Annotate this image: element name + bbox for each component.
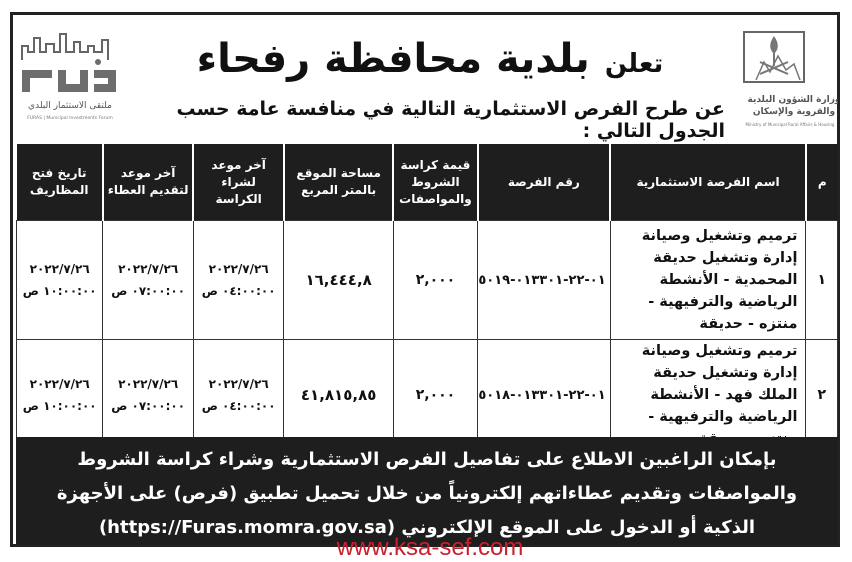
ministry-logo-line2: والقروية والإسكان: [752, 107, 836, 117]
col-header-submit-deadline: آخر موعد لتقديم العطاء: [103, 144, 194, 221]
opening-date-time: ١٠:٠٠:٠٠ ص: [22, 284, 97, 298]
announcement-subtitle: عن طرح الفرص الاستثمارية التالية في منافسة عامة حسب الجدول التالي :: [176, 98, 725, 142]
furas-logo: [14, 22, 126, 122]
opening-date: [17, 221, 103, 340]
col-header-buy-deadline: آخر موعد لشراء الكراسة: [193, 144, 284, 221]
table-row: [17, 340, 838, 451]
col-header-area: مساحة الموقع بالمتر المربع: [284, 144, 393, 221]
opening-date-time: ١٠:٠٠:٠٠ ص: [22, 399, 97, 413]
buy-deadline-date: ٢٠٢٢/٧/٢٦: [208, 262, 269, 276]
opportunities-table: [16, 144, 838, 451]
submit-deadline-time: ٠٧:٠٠:٠٠ ص: [111, 399, 186, 413]
submit-deadline-date: ٢٠٢٢/٧/٢٦: [118, 262, 179, 276]
col-header-index: م: [806, 144, 838, 221]
title-announces: تعلن: [604, 49, 664, 79]
ministry-logo-line1: وزارة الشؤون البلدية: [747, 95, 838, 105]
opening-date: [17, 340, 103, 451]
opportunity-name: ترميم وتشغيل وصيانة إدارة وتشغيل حديقة المحمدية - الأنشطة الرياضية والترفيهية - منتزه - حديقة: [610, 221, 806, 340]
opportunity-number: ٠١-٢٢-٠١٣٣٠١-٥٠١٩: [478, 221, 611, 340]
site-area: ٤١,٨١٥,٨٥: [284, 340, 393, 451]
submit-deadline-date: ٢٠٢٢/٧/٢٦: [118, 377, 179, 391]
row-index: ٢: [806, 340, 838, 451]
title-municipality: بلدية محافظة رفحاء: [196, 36, 590, 82]
buy-deadline-time: ٠٤:٠٠:٠٠ ص: [201, 399, 276, 413]
opportunity-number: ٠١-٢٢-٠١٣٣٠١-٥٠١٨: [478, 340, 611, 451]
furas-logo-line2: FURAS | Municipal Investments Forum: [27, 116, 113, 121]
furas-logo-graphic: [14, 22, 126, 122]
col-header-opening-date: تاريخ فتح المظاريف: [17, 144, 103, 221]
ministry-logo: [734, 22, 838, 132]
buy-deadline-date: ٢٠٢٢/٧/٢٦: [208, 377, 269, 391]
opportunity-name: ترميم وتشغيل وصيانة إدارة وتشغيل حديقة الملك فهد - الأنشطة الرياضية والترفيهية -: [610, 340, 806, 451]
row-index: ١: [806, 221, 838, 340]
furas-logo-line1: ملتقى الاستثمار البلدي: [28, 101, 112, 111]
col-header-name: اسم الفرصة الاستثمارية: [610, 144, 806, 221]
col-header-number: رقم الفرصة: [478, 144, 611, 221]
submit-deadline: [103, 221, 194, 340]
opening-date-date: ٢٠٢٢/٧/٢٦: [29, 377, 90, 391]
buy-deadline: [193, 340, 284, 451]
ministry-emblem-icon: [734, 22, 838, 132]
ministry-logo-line3: Ministry of Municipal Rural Affairs & Housing: [745, 122, 835, 127]
table-row: [17, 221, 838, 340]
announcement-title: [150, 36, 710, 82]
buy-deadline: [193, 221, 284, 340]
footer-line-2: والمواصفات وتقديم عطاءاتهم إلكترونياً من خلال تحميل تطبيق (فرص) على الأجهزة: [56, 483, 798, 504]
buy-deadline-time: ٠٤:٠٠:٠٠ ص: [201, 284, 276, 298]
site-area: ١٦,٤٤٤,٨: [284, 221, 393, 340]
submit-deadline: [103, 340, 194, 451]
col-header-price: قيمة كراسة الشروط والمواصفات: [393, 144, 477, 221]
watermark-link[interactable]: www.ksa-sef.com: [336, 534, 524, 561]
submit-deadline-time: ٠٧:٠٠:٠٠ ص: [111, 284, 186, 298]
opening-date-date: ٢٠٢٢/٧/٢٦: [29, 262, 90, 276]
footer-line-3: الذكية أو الدخول على الموقع الإلكتروني (https://Furas.momra.gov.sa): [98, 517, 756, 538]
booklet-price: ٢,٠٠٠: [393, 340, 477, 451]
footer-notice: [16, 437, 838, 545]
table-header-row: [17, 144, 838, 221]
footer-line-1: بإمكان الراغبين الاطلاع على تفاصيل الفرص الاستثمارية وشراء كراسة الشروط: [77, 449, 777, 470]
booklet-price: ٢,٠٠٠: [393, 221, 477, 340]
